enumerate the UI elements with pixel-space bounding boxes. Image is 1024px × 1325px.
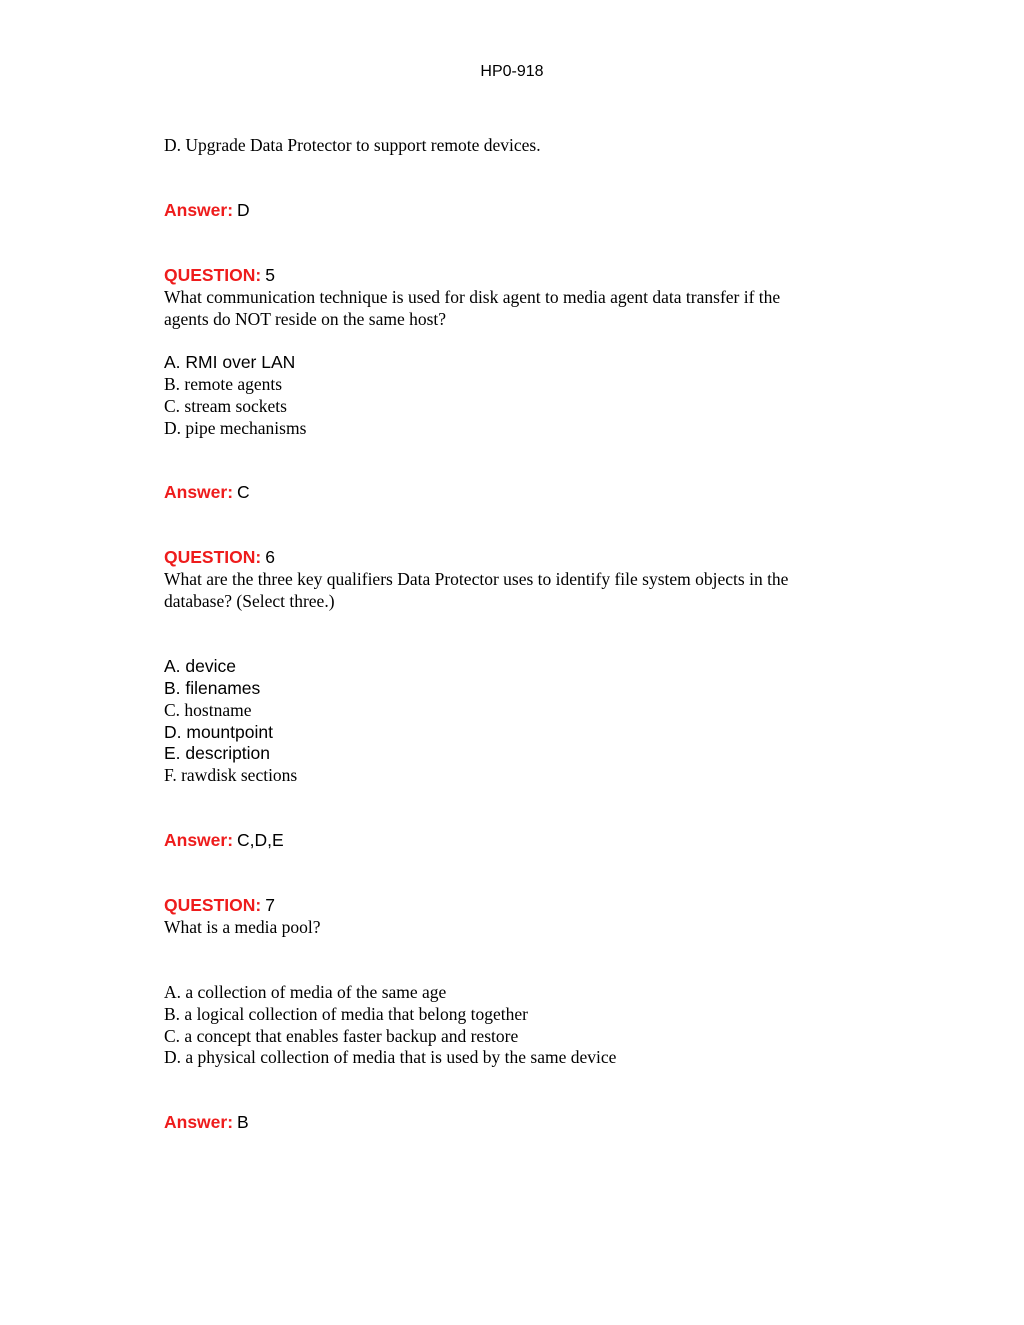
q7-option-b: B. a logical collection of media that belong together — [164, 1004, 528, 1024]
q7-answer — [164, 1111, 249, 1135]
answer-value: C — [237, 482, 250, 502]
question-label: QUESTION: — [164, 895, 262, 915]
q5-option-b: B. remote agents — [164, 374, 283, 394]
q5-option-a: A. RMI over LAN — [164, 352, 296, 372]
question-label: QUESTION: — [164, 547, 262, 567]
q6-answer — [164, 829, 284, 853]
question-label: QUESTION: — [164, 265, 262, 285]
answer-value: D — [237, 200, 250, 220]
answer-value: B — [237, 1112, 249, 1132]
answer-label: Answer: — [164, 1112, 234, 1132]
q6-option-f: F. rawdisk sections — [164, 765, 298, 785]
q5-heading — [164, 264, 275, 288]
q6-text-line2: database? (Select three.) — [164, 591, 335, 611]
answer-label: Answer: — [164, 200, 234, 220]
q6-text-line1: What are the three key qualifiers Data Protector uses to identify file system objects in the — [164, 569, 789, 589]
answer-value: C,D,E — [237, 830, 284, 850]
q5-option-c: C. stream sockets — [164, 396, 287, 416]
q5-answer — [164, 481, 250, 505]
q5-option-d: D. pipe mechanisms — [164, 418, 307, 438]
answer-label: Answer: — [164, 830, 234, 850]
q7-option-a: A. a collection of media of the same age — [164, 982, 447, 1002]
q7-heading — [164, 894, 275, 918]
q6-option-e: E. description — [164, 743, 271, 763]
q4-option-d: D. Upgrade Data Protector to support remote devices. — [164, 135, 541, 155]
q6-option-a: A. device — [164, 656, 236, 676]
q6-option-c: C. hostname — [164, 700, 252, 720]
q7-option-c: C. a concept that enables faster backup and restore — [164, 1026, 519, 1046]
question-number: 7 — [265, 895, 275, 915]
q6-option-d: D. mountpoint — [164, 722, 273, 742]
answer-label: Answer: — [164, 482, 234, 502]
q6-option-b: B. filenames — [164, 678, 261, 698]
q6-heading — [164, 546, 275, 570]
question-number: 5 — [265, 265, 275, 285]
q7-text-line1: What is a media pool? — [164, 917, 321, 937]
q5-text-line2: agents do NOT reside on the same host? — [164, 309, 447, 329]
question-number: 6 — [265, 547, 275, 567]
q4-answer — [164, 199, 250, 223]
q7-option-d: D. a physical collection of media that is used by the same device — [164, 1047, 617, 1067]
page-header-title: HP0-918 — [480, 63, 544, 80]
q5-text-line1: What communication technique is used for disk agent to media agent data transfer if the — [164, 287, 781, 307]
